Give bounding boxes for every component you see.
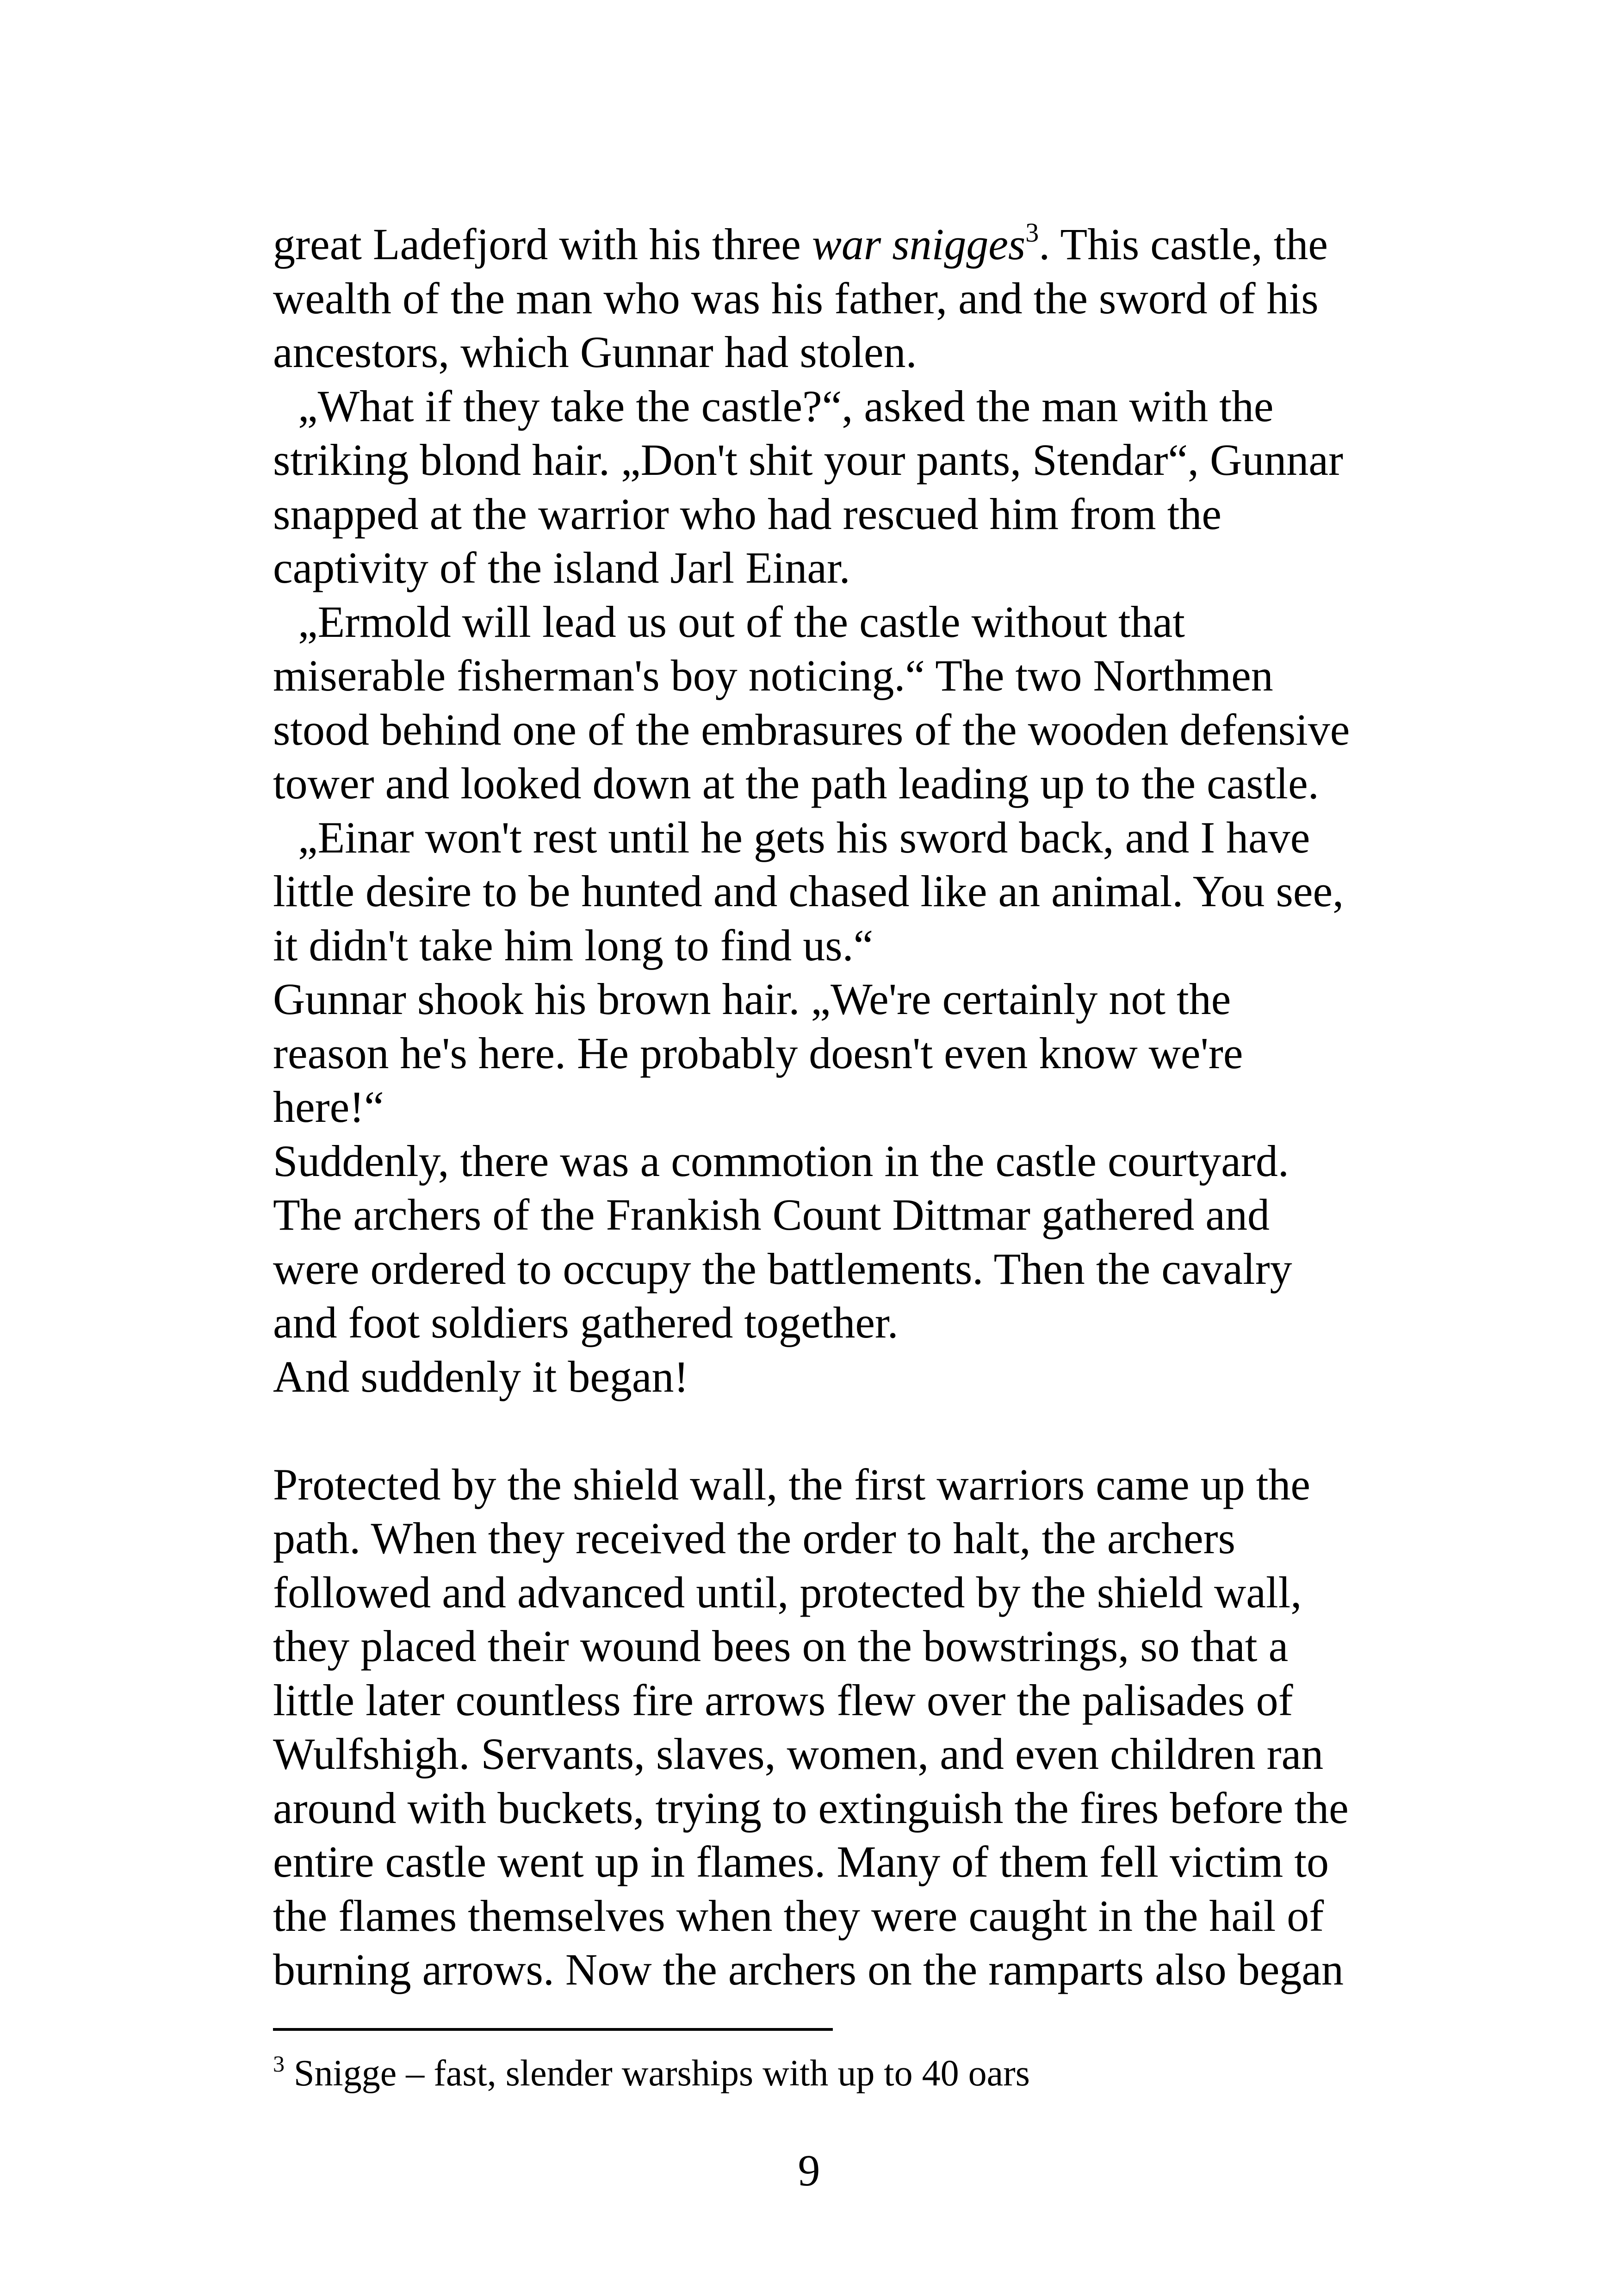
footnote-text: Snigge – fast, slender warships with up to 40 oars [285, 2053, 1030, 2094]
text-line: miserable fisherman's boy noticing.“ The two Northmen [273, 651, 1273, 700]
text-line: ancestors, which Gunnar had stolen. [273, 327, 917, 377]
text-line: „What if they take the castle?“, asked the man with the [298, 381, 1274, 431]
footnote-reference[interactable]: 3 [1025, 218, 1039, 248]
italic-term: war snigges [812, 219, 1026, 269]
text-line: little later countless fire arrows flew over the palisades of [273, 1675, 1293, 1725]
text-line: „Einar won't rest until he gets his sword back, and I have [298, 812, 1310, 862]
text-line: „Ermold will lead us out of the castle without that [298, 597, 1185, 647]
text-line: stood behind one of the embrasures of the wooden defensive [273, 704, 1350, 754]
text-line: they placed their wound bees on the bowstrings, so that a [273, 1621, 1289, 1671]
text-line: captivity of the island Jarl Einar. [273, 543, 850, 592]
text-line: Suddenly, there was a commotion in the castle courtyard. [273, 1136, 1289, 1186]
text-line: The archers of the Frankish Count Dittmar gathered and [273, 1190, 1270, 1239]
text-line: reason he's here. He probably doesn't even know we're [273, 1028, 1243, 1078]
text-line: followed and advanced until, protected by the shield wall, [273, 1567, 1302, 1617]
text-line: snapped at the warrior who had rescued him from the [273, 489, 1221, 539]
text-line: little desire to be hunted and chased like an animal. You see, [273, 866, 1344, 916]
text-line: Wulfshigh. Servants, slaves, women, and even children ran [273, 1729, 1324, 1779]
footnote [273, 2050, 1030, 2097]
text-line: around with buckets, trying to extinguish the fires before the [273, 1783, 1349, 1833]
main-text [273, 218, 1411, 1997]
text-line: it didn't take him long to find us.“ [273, 920, 874, 970]
text-line: burning arrows. Now the archers on the ramparts also began [273, 1945, 1344, 1994]
text-line: striking blond hair. „Don't shit your pants, Stendar“, Gunnar [273, 435, 1343, 485]
text-line: here!“ [273, 1082, 384, 1132]
text-line: were ordered to occupy the battlements. Then the cavalry [273, 1244, 1292, 1294]
text-line: and foot soldiers gathered together. [273, 1298, 899, 1347]
text-line: the flames themselves when they were caught in the hail of [273, 1891, 1324, 1941]
paragraph-gap [273, 1404, 1411, 1458]
text-line: Gunnar shook his brown hair. „We're certainly not the [273, 974, 1231, 1024]
text-line: path. When they received the order to halt, the archers [273, 1513, 1235, 1563]
footnote-separator [273, 2028, 833, 2031]
text-line: And suddenly it began! [273, 1351, 689, 1401]
page-number: 9 [798, 2146, 820, 2195]
footnote-mark: 3 [273, 2051, 285, 2077]
text-line: tower and looked down at the path leading up to the castle. [273, 759, 1319, 808]
text-line: wealth of the man who was his father, and the sword of his [273, 273, 1319, 323]
text-line: great Ladefjord with his three war snigges$^3$. This castle, the [273, 218, 1328, 269]
text-line: Protected by the shield wall, the first warriors came up the [273, 1459, 1310, 1509]
text-line: entire castle went up in flames. Many of them fell victim to [273, 1837, 1329, 1886]
